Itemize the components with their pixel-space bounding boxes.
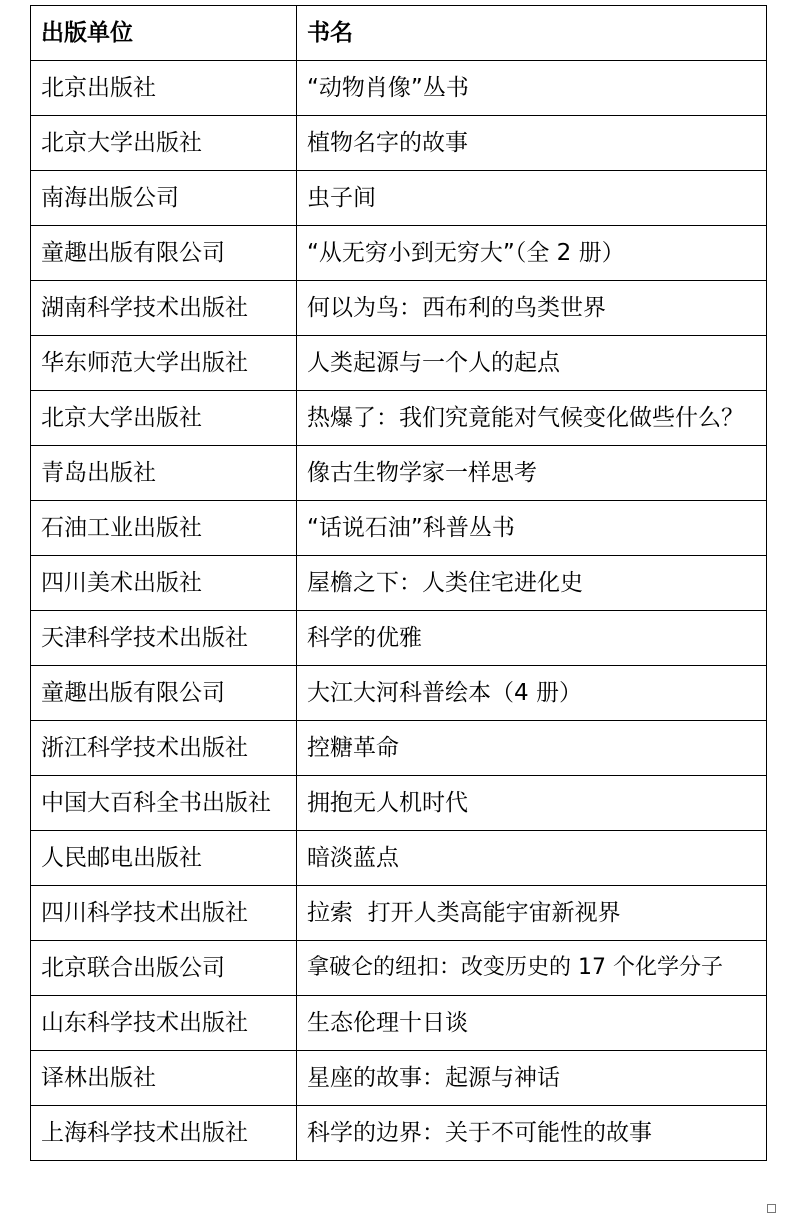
table-row bbox=[31, 831, 767, 886]
table-row bbox=[31, 446, 767, 501]
table-row bbox=[31, 391, 767, 446]
book-title-cell: 科学的优雅 bbox=[297, 611, 767, 666]
book-title-cell: 拿破仑的纽扣：改变历史的 17 个化学分子 bbox=[297, 941, 767, 996]
book-title-cell: 生态伦理十日谈 bbox=[297, 996, 767, 1051]
table-row bbox=[31, 1051, 767, 1106]
publisher-cell: 北京联合出版公司 bbox=[31, 941, 297, 996]
publisher-cell: 人民邮电出版社 bbox=[31, 831, 297, 886]
publisher-book-table bbox=[30, 5, 767, 1161]
publisher-cell: 四川美术出版社 bbox=[31, 556, 297, 611]
book-title-cell: 人类起源与一个人的起点 bbox=[297, 336, 767, 391]
table-row bbox=[31, 611, 767, 666]
publisher-cell: 北京大学出版社 bbox=[31, 391, 297, 446]
publisher-cell: 华东师范大学出版社 bbox=[31, 336, 297, 391]
book-title-cell: 何以为鸟：西布利的鸟类世界 bbox=[297, 281, 767, 336]
book-title-cell: 大江大河科普绘本（4 册） bbox=[297, 666, 767, 721]
book-title-cell: 热爆了：我们究竟能对气候变化做些什么？ bbox=[297, 391, 767, 446]
publisher-cell: 童趣出版有限公司 bbox=[31, 226, 297, 281]
table-body bbox=[31, 61, 767, 1161]
publisher-cell: 译林出版社 bbox=[31, 1051, 297, 1106]
table-header-row bbox=[31, 6, 767, 61]
header-publisher: 出版单位 bbox=[31, 6, 297, 61]
table-row bbox=[31, 1106, 767, 1161]
publisher-cell: 天津科学技术出版社 bbox=[31, 611, 297, 666]
publisher-cell: 青岛出版社 bbox=[31, 446, 297, 501]
publisher-cell: 浙江科学技术出版社 bbox=[31, 721, 297, 776]
book-title-cell: 暗淡蓝点 bbox=[297, 831, 767, 886]
table-resize-handle[interactable] bbox=[767, 1204, 776, 1213]
table-row bbox=[31, 171, 767, 226]
book-title-cell: 拉索 打开人类高能宇宙新视界 bbox=[297, 886, 767, 941]
book-title-cell: 虫子间 bbox=[297, 171, 767, 226]
book-title-cell: “动物肖像”丛书 bbox=[297, 61, 767, 116]
table-row bbox=[31, 996, 767, 1051]
publisher-cell: 山东科学技术出版社 bbox=[31, 996, 297, 1051]
publisher-cell: 南海出版公司 bbox=[31, 171, 297, 226]
book-title-cell: 像古生物学家一样思考 bbox=[297, 446, 767, 501]
table-row bbox=[31, 886, 767, 941]
table-row bbox=[31, 336, 767, 391]
publisher-cell: 四川科学技术出版社 bbox=[31, 886, 297, 941]
book-title-cell: 星座的故事：起源与神话 bbox=[297, 1051, 767, 1106]
book-title-cell: 拥抱无人机时代 bbox=[297, 776, 767, 831]
header-book-title: 书名 bbox=[297, 6, 767, 61]
table-row bbox=[31, 666, 767, 721]
table-row bbox=[31, 116, 767, 171]
book-title-cell: 科学的边界：关于不可能性的故事 bbox=[297, 1106, 767, 1161]
table-row bbox=[31, 281, 767, 336]
publisher-cell: 中国大百科全书出版社 bbox=[31, 776, 297, 831]
book-title-cell: “话说石油”科普丛书 bbox=[297, 501, 767, 556]
publisher-cell: 北京出版社 bbox=[31, 61, 297, 116]
book-title-cell: 控糖革命 bbox=[297, 721, 767, 776]
table-row bbox=[31, 61, 767, 116]
publisher-cell: 石油工业出版社 bbox=[31, 501, 297, 556]
publisher-cell: 湖南科学技术出版社 bbox=[31, 281, 297, 336]
book-title-cell: “从无穷小到无穷大”（全 2 册） bbox=[297, 226, 767, 281]
table-row bbox=[31, 226, 767, 281]
table-row bbox=[31, 721, 767, 776]
book-title-cell: 植物名字的故事 bbox=[297, 116, 767, 171]
table-row bbox=[31, 776, 767, 831]
publisher-cell: 上海科学技术出版社 bbox=[31, 1106, 297, 1161]
table-row bbox=[31, 501, 767, 556]
table-row bbox=[31, 556, 767, 611]
publisher-cell: 童趣出版有限公司 bbox=[31, 666, 297, 721]
publisher-cell: 北京大学出版社 bbox=[31, 116, 297, 171]
book-title-cell: 屋檐之下：人类住宅进化史 bbox=[297, 556, 767, 611]
table-row bbox=[31, 941, 767, 996]
